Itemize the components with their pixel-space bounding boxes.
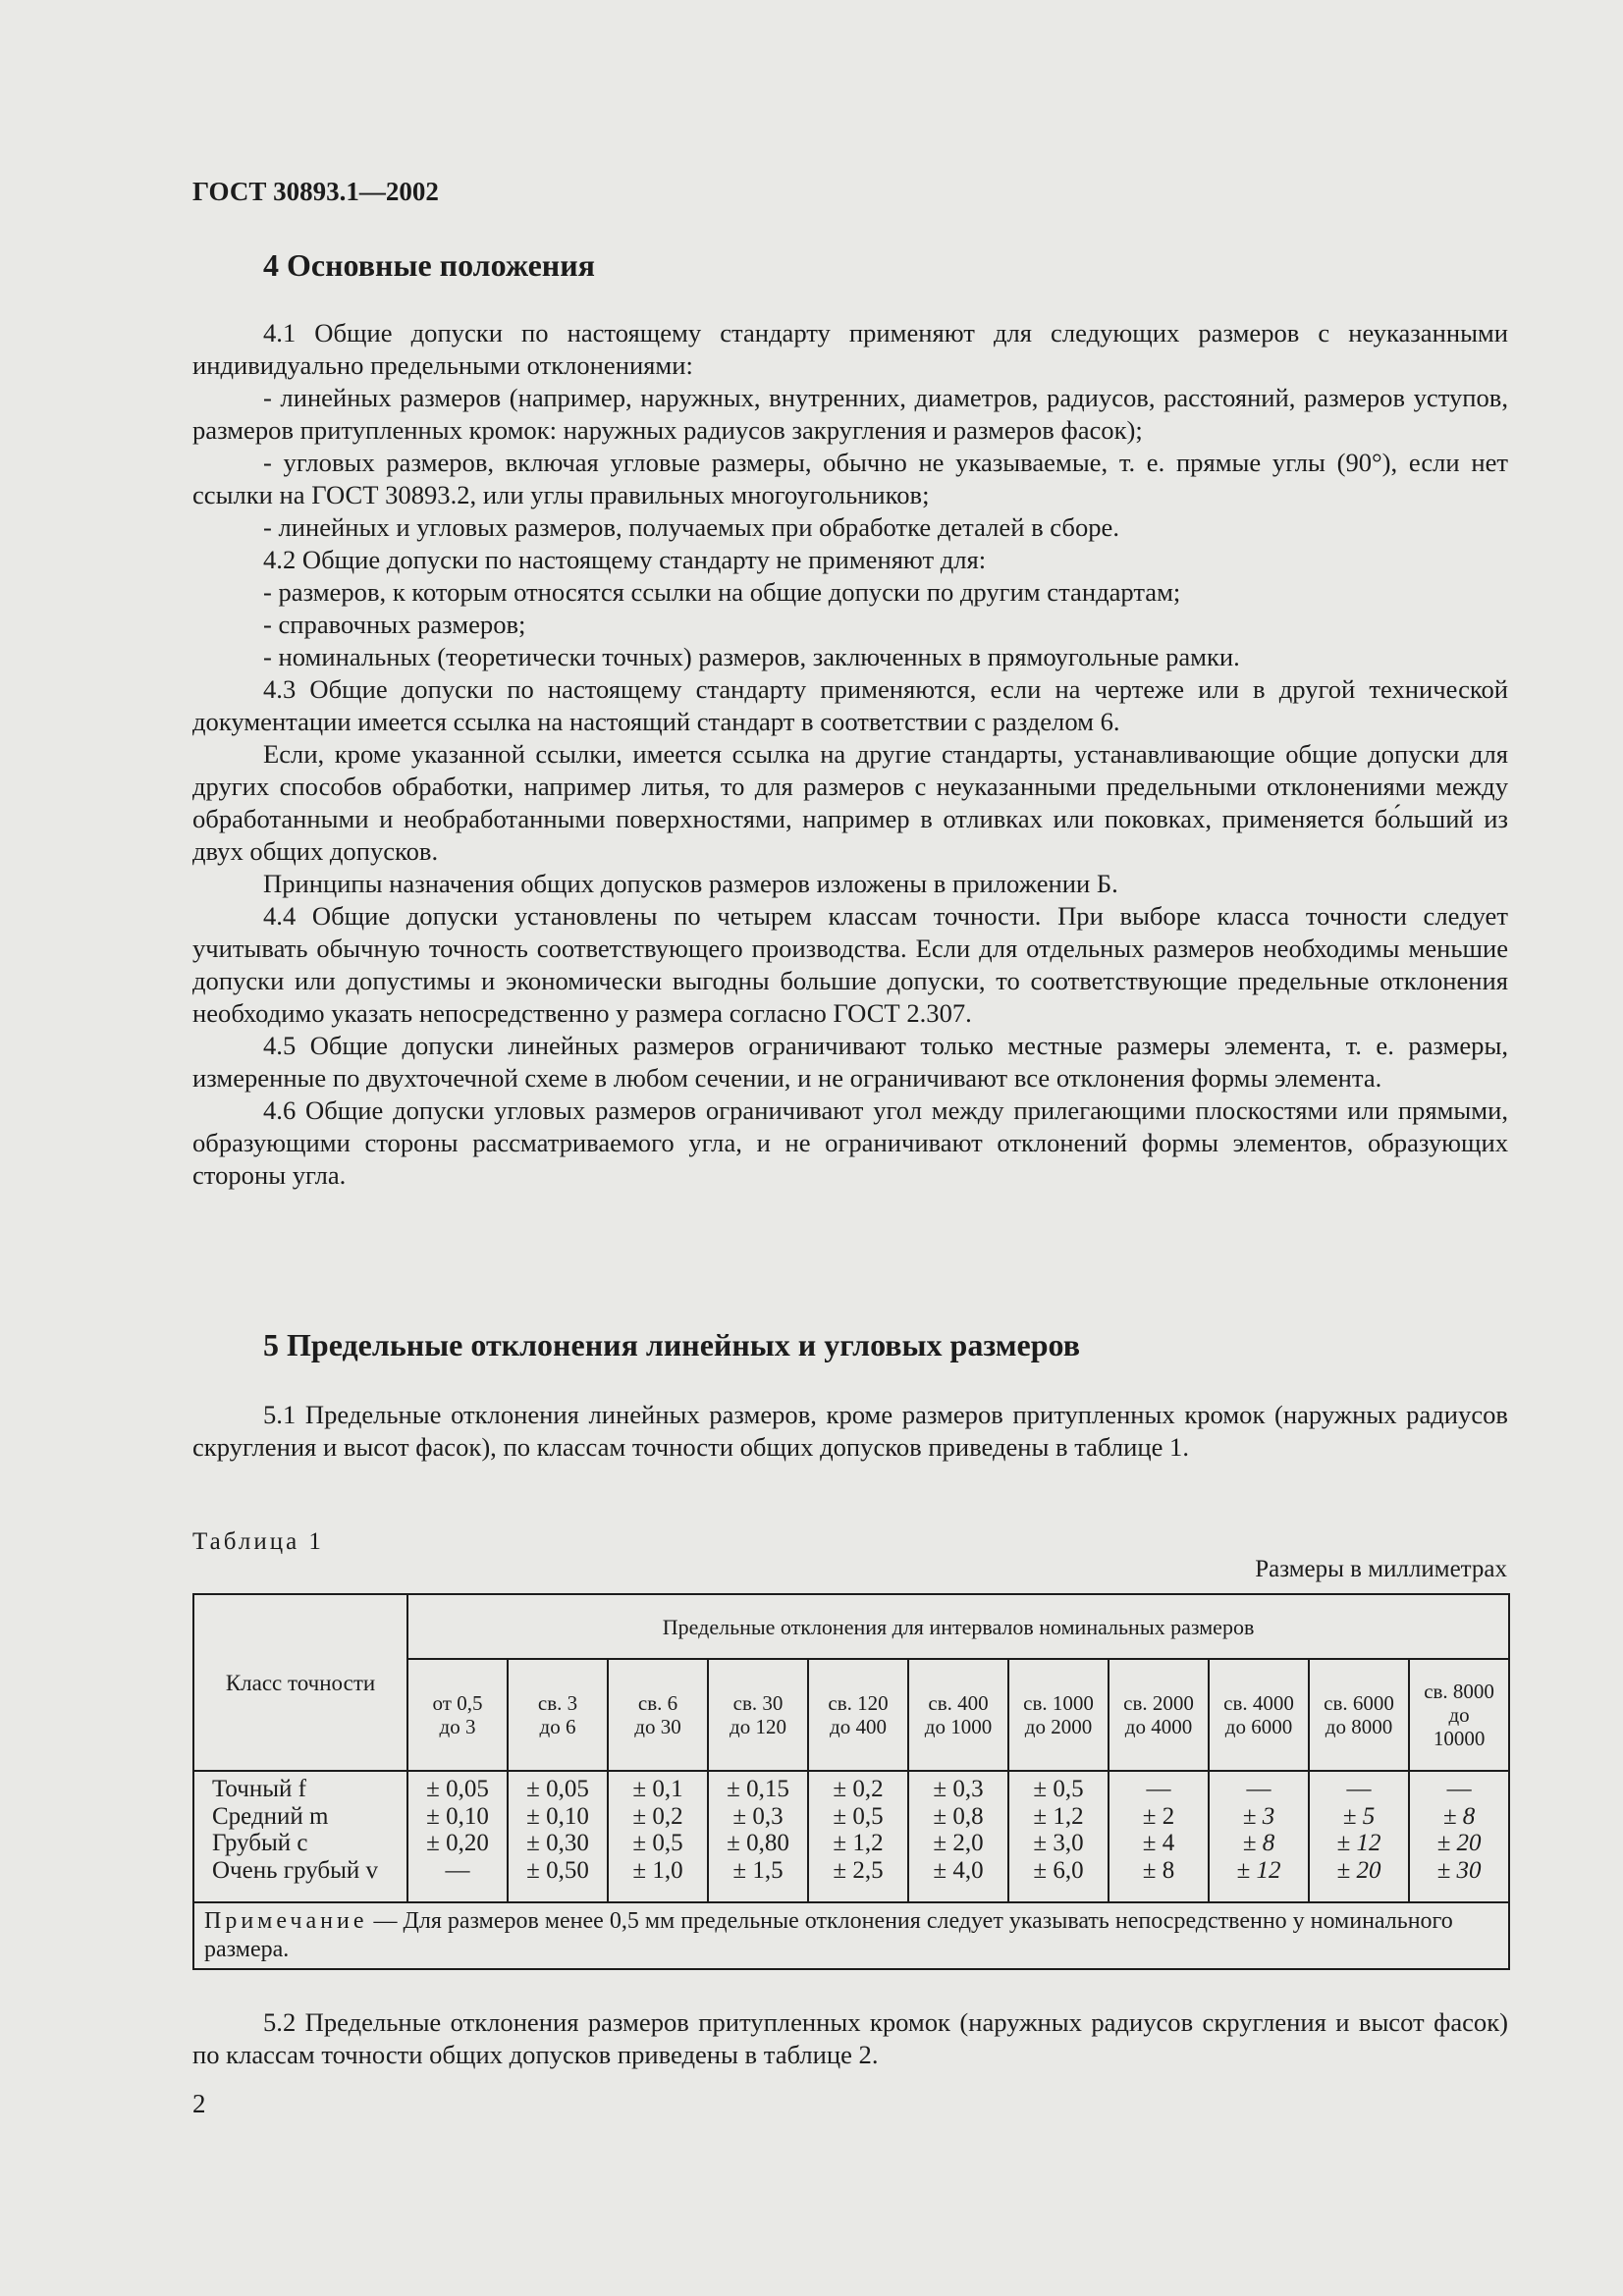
- section-4-body: [192, 317, 1508, 1192]
- interval-line: св. 400: [928, 1691, 989, 1715]
- tolerance-value: ± 0,30: [526, 1830, 589, 1856]
- tolerance-value: ± 0,5: [1033, 1776, 1084, 1802]
- paragraph-4-2: 4.2 Общие допуски по настоящему стандарту не применяют для:: [263, 545, 987, 574]
- page-number: 2: [192, 2089, 206, 2118]
- section-4-heading: 4 Основные положения: [263, 247, 595, 283]
- tolerance-value: ± 8: [1242, 1830, 1275, 1856]
- tolerance-value: ± 2,5: [833, 1856, 884, 1884]
- tolerance-column: [1409, 1771, 1509, 1902]
- interval-line: до 8000: [1325, 1715, 1393, 1738]
- tolerance-value: ± 20: [1336, 1856, 1381, 1884]
- tolerance-value: ± 0,3: [732, 1802, 784, 1830]
- table-caption: Таблица 1: [192, 1528, 324, 1555]
- tolerance-value: ± 12: [1236, 1856, 1281, 1884]
- interval-line: св. 4000: [1223, 1691, 1294, 1715]
- list-item: - справочных размеров;: [263, 610, 526, 639]
- interval-line: св. 6000: [1324, 1691, 1394, 1715]
- class-name: Грубый c: [212, 1830, 308, 1856]
- tolerance-column: [1209, 1771, 1309, 1902]
- tolerance-value: ± 0,2: [632, 1802, 683, 1830]
- interval-line: св. 6: [637, 1691, 678, 1715]
- class-name: Точный f: [212, 1776, 306, 1802]
- paragraph-4-3: 4.3 Общие допуски по настоящему стандарту применяются, если на чертеже или в другой технической документации имеется ссылка на настоящий стандарт в соответствии с разделом 6.: [192, 674, 1508, 736]
- tolerance-value: ± 0,15: [727, 1776, 789, 1802]
- tolerance-column: [708, 1771, 808, 1902]
- paragraph-4-4: 4.4 Общие допуски установлены по четырем классам точности. При выборе класса точности следует учитывать обычную точность соответствующего производства. Если для отдельных размеров необходимы меньшие допуски или допустимы и экономически выгодны большие допуски, то соответствующие предельные отклонения необходимо указать непосредственно у размера согласно ГОСТ 2.307.: [192, 901, 1508, 1028]
- tolerance-value: ± 8: [1142, 1856, 1175, 1884]
- interval-header: [1309, 1659, 1409, 1771]
- tolerance-value: ± 1,2: [1033, 1802, 1084, 1830]
- interval-line: до 4000: [1124, 1715, 1193, 1738]
- paragraph-4-3-principles: Принципы назначения общих допусков размеров изложены в приложении Б.: [263, 869, 1118, 898]
- section-5-2: [192, 2006, 1508, 2071]
- tolerance-column: [608, 1771, 708, 1902]
- interval-line: св. 1000: [1023, 1691, 1094, 1715]
- interval-header: [1409, 1659, 1509, 1771]
- interval-header: [908, 1659, 1008, 1771]
- tolerance-value: ± 4,0: [933, 1856, 984, 1884]
- tolerance-value: —: [445, 1856, 470, 1884]
- tolerance-value: ± 2: [1142, 1802, 1175, 1830]
- tolerance-value: ± 0,05: [426, 1776, 489, 1802]
- tolerance-value: ± 0,10: [526, 1802, 589, 1830]
- interval-line: до 120: [730, 1715, 786, 1738]
- tolerance-column: [1109, 1771, 1209, 1902]
- interval-header: [508, 1659, 608, 1771]
- table-note: [193, 1902, 1509, 1969]
- paragraph-5-2: 5.2 Предельные отклонения размеров притупленных кромок (наружных радиусов скругления и высот фасок) по классам точности общих допусков приведены в таблице 2.: [192, 2007, 1508, 2069]
- interval-line: от 0,5: [432, 1691, 483, 1715]
- tolerance-value: ± 0,05: [526, 1776, 589, 1802]
- tolerance-value: —: [1146, 1776, 1171, 1802]
- tolerance-column: [508, 1771, 608, 1902]
- interval-line: до 400: [830, 1715, 887, 1738]
- interval-header: [407, 1659, 508, 1771]
- tolerance-value: ± 3,0: [1033, 1830, 1084, 1856]
- section-5-heading: 5 Предельные отклонения линейных и угловых размеров: [263, 1327, 1081, 1362]
- tolerance-value: ± 8: [1442, 1802, 1476, 1830]
- interval-line: св. 30: [732, 1691, 784, 1715]
- tolerance-value: —: [1446, 1776, 1472, 1802]
- interval-line: св. 2000: [1123, 1691, 1194, 1715]
- tolerance-value: ± 4: [1142, 1830, 1175, 1856]
- class-names-cell: [193, 1771, 407, 1902]
- tolerance-value: ± 0,8: [933, 1802, 984, 1830]
- class-header: Класс точности: [193, 1594, 407, 1771]
- tolerance-value: —: [1246, 1776, 1271, 1802]
- paragraph-4-3-cont: Если, кроме указанной ссылки, имеется ссылка на другие стандарты, устанавливающие общие допуски для других способов обработки, например литья, то для размеров с неуказанными предельными отклонениями между обработанными и необработанными поверхностями, например в отливках или поковках, применяется бо́льший из двух общих допусков.: [192, 739, 1508, 866]
- list-item: - номинальных (теоретически точных) размеров, заключенных в прямоугольные рамки.: [263, 642, 1240, 671]
- interval-line: св. 3: [537, 1691, 578, 1715]
- tolerance-value: ± 1,0: [632, 1856, 683, 1884]
- paragraph-4-6: 4.6 Общие допуски угловых размеров ограничивают угол между прилегающими плоскостями или прямыми, образующими стороны рассматриваемого угла, и не ограничивают отклонений формы элементов, образующих стороны угла.: [192, 1095, 1508, 1190]
- list-item: - линейных размеров (например, наружных, внутренних, диаметров, радиусов, расстояний, размеров уступов, размеров притупленных кромок: наружных радиусов закругления и размеров фасок);: [192, 383, 1508, 445]
- interval-header: [1008, 1659, 1109, 1771]
- tolerance-value: ± 0,80: [727, 1830, 789, 1856]
- tolerance-value: ± 12: [1336, 1830, 1381, 1856]
- interval-line: до: [1448, 1703, 1470, 1727]
- tolerance-table: [192, 1593, 1510, 1970]
- interval-header: [608, 1659, 708, 1771]
- group-header: Предельные отклонения для интервалов номинальных размеров: [407, 1594, 1509, 1659]
- tolerance-value: ± 0,50: [526, 1856, 589, 1884]
- tolerance-column: [1008, 1771, 1109, 1902]
- tolerance-value: ± 20: [1436, 1830, 1482, 1856]
- tolerance-value: ± 3: [1242, 1802, 1275, 1830]
- list-item: - размеров, к которым относятся ссылки на общие допуски по другим стандартам;: [263, 577, 1181, 607]
- list-item: - угловых размеров, включая угловые размеры, обычно не указываемые, т. е. прямые углы (90°), если нет ссылки на ГОСТ 30893.2, или углы правильных многоугольников;: [192, 448, 1508, 509]
- tolerance-value: —: [1346, 1776, 1372, 1802]
- interval-line: до 6: [539, 1715, 576, 1738]
- list-item: - линейных и угловых размеров, получаемых при обработке деталей в сборе.: [263, 512, 1119, 542]
- tolerance-value: ± 0,3: [933, 1776, 984, 1802]
- tolerance-value: ± 1,5: [732, 1856, 784, 1884]
- tolerance-value: ± 2,0: [933, 1830, 984, 1856]
- section-5-intro: [192, 1399, 1508, 1464]
- tolerance-value: ± 0,20: [426, 1830, 489, 1856]
- tolerance-column: [808, 1771, 908, 1902]
- tolerance-value: ± 0,2: [833, 1776, 884, 1802]
- tolerance-value: ± 5: [1342, 1802, 1376, 1830]
- paragraph-5-1: 5.1 Предельные отклонения линейных размеров, кроме размеров притупленных кромок (наружных радиусов скругления и высот фасок), по классам точности общих допусков приведены в таблице 1.: [192, 1400, 1508, 1462]
- interval-line: до 3: [439, 1715, 476, 1738]
- tolerance-value: ± 0,1: [632, 1776, 683, 1802]
- tolerance-value: ± 1,2: [833, 1830, 884, 1856]
- interval-header: [808, 1659, 908, 1771]
- interval-header: [1209, 1659, 1309, 1771]
- interval-line: св. 8000: [1424, 1680, 1494, 1703]
- interval-line: до 6000: [1224, 1715, 1293, 1738]
- class-name: Средний m: [212, 1802, 329, 1830]
- tolerance-value: ± 0,5: [632, 1830, 683, 1856]
- document-header: ГОСТ 30893.1—2002: [192, 177, 439, 206]
- interval-line: 10000: [1433, 1727, 1486, 1750]
- tolerance-value: ± 0,5: [833, 1802, 884, 1830]
- values-row: [193, 1771, 1509, 1902]
- note-label: Примечание: [204, 1908, 368, 1934]
- paragraph-4-5: 4.5 Общие допуски линейных размеров ограничивают только местные размеры элемента, т. е. размеры, измеренные по двухточечной схеме в любом сечении, и не ограничивают все отклонения формы элемента.: [192, 1031, 1508, 1093]
- table-units: Размеры в миллиметрах: [1255, 1556, 1507, 1582]
- class-name: Очень грубый v: [212, 1856, 378, 1884]
- tolerance-value: ± 30: [1436, 1856, 1482, 1884]
- tolerance-value: ± 6,0: [1033, 1856, 1084, 1884]
- tolerance-column: [407, 1771, 508, 1902]
- interval-line: св. 120: [828, 1691, 889, 1715]
- tolerance-column: [908, 1771, 1008, 1902]
- paragraph-4-1: 4.1 Общие допуски по настоящему стандарту применяют для следующих размеров с неуказанными индивидуально предельными отклонениями:: [192, 318, 1508, 380]
- tolerance-column: [1309, 1771, 1409, 1902]
- interval-header: [708, 1659, 808, 1771]
- interval-line: до 30: [634, 1715, 681, 1738]
- interval-header: [1109, 1659, 1209, 1771]
- interval-line: до 2000: [1024, 1715, 1093, 1738]
- interval-line: до 1000: [924, 1715, 993, 1738]
- tolerance-value: ± 0,10: [426, 1802, 489, 1830]
- note-text: — Для размеров менее 0,5 мм предельные отклонения следует указывать непосредственно у номинального размера.: [204, 1908, 1453, 1962]
